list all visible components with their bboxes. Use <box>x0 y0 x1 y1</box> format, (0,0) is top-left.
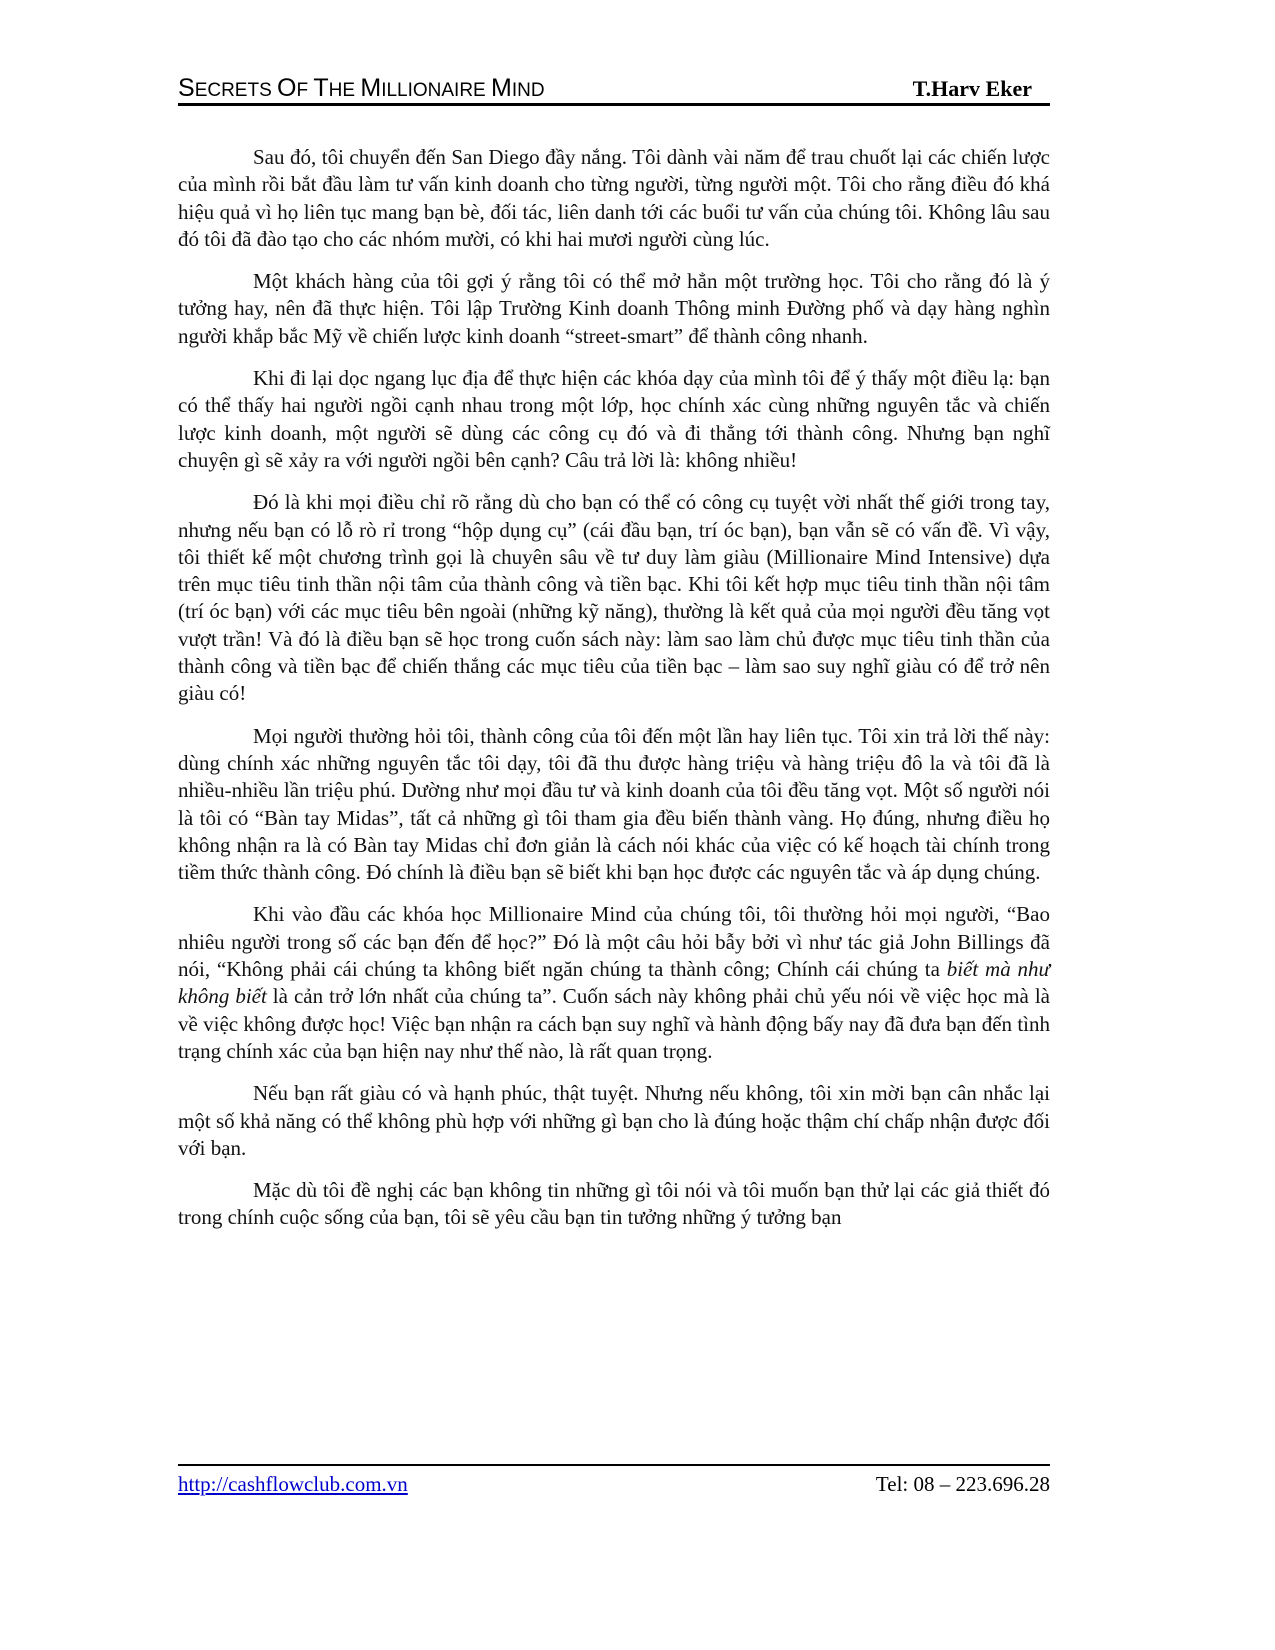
title-part-3: THE <box>313 74 361 102</box>
paragraph: Một khách hàng của tôi gợi ý rằng tôi có thể mở hẳn một trường học. Tôi cho rằng đó là ý tưởng hay, nên đã thực hiện. Tôi lập Trường Kinh doanh Thông minh Đường phố và dạy hàng nghìn người khắp bắc Mỹ về chiến lược kinh doanh “street-smart” để thành công nhanh. <box>178 269 1050 348</box>
paragraph: Sau đó, tôi chuyển đến San Diego đầy nắng. Tôi dành vài năm để trau chuốt lại các chiến lược của mình rồi bắt đầu làm tư vấn kinh doanh cho từng người, từng người một. Tôi cho rằng điều đó khá hiệu quả vì họ liên tục mang bạn bè, đối tác, liên danh tới các buổi tư vấn của chúng tôi. Không lâu sau đó tôi đã đào tạo cho các nhóm mười, có khi hai mươi người cùng lúc. <box>178 145 1050 251</box>
paragraph: Khi đi lại dọc ngang lục địa để thực hiện các khóa dạy của mình tôi để ý thấy một điều lạ: bạn có thể thấy hai người ngồi cạnh nhau trong một lớp, học chính xác cùng những nguyên tắc và chiến lược kinh doanh, một người sẽ dùng các công cụ đó và đi thẳng tới thành công. Nhưng bạn nghĩ chuyện gì sẽ xảy ra với người ngồi bên cạnh? Câu trả lời là: không nhiều! <box>178 366 1050 472</box>
paragraph: Mặc dù tôi đề nghị các bạn không tin những gì tôi nói và tôi muốn bạn thử lại các giả thiết đó trong chính cuộc sống của bạn, tôi sẽ yêu cầu bạn tin tưởng những ý tưởng bạn <box>178 1178 1050 1230</box>
paragraph: Mọi người thường hỏi tôi, thành công của tôi đến một lần hay liên tục. Tôi xin trả lời thế này: dùng chính xác những nguyên tắc tôi dạy, tôi đã thu được hàng triệu và hàng triệu đô la và tôi đã là nhiều-nhiều lần triệu phú. Dường như mọi đầu tư và kinh doanh của tôi đều tăng vọt. Một số người nói là tôi có “Bàn tay Midas”, tất cả những gì tôi tham gia đều biến thành vàng. Họ đúng, nhưng điều họ không nhận ra là có Bàn tay Midas chỉ đơn giản là cách nói khác của việc có kế hoạch tài chính trong tiềm thức thành công. Đó chính là điều bạn sẽ biết khi bạn học được các nguyên tắc và áp dụng chúng. <box>178 723 1050 885</box>
paragraph-text: là cản trở lớn nhất của chúng ta”. Cuốn sách này không phải chủ yếu nói về việc học mà là về việc không được học! Việc bạn nhận ra cách bạn suy nghĩ và hành động bấy nay đã đưa bạn đến tình trạng chính xác của bạn hiện nay như thế nào, là rất quan trọng. <box>178 984 1050 1063</box>
book-title <box>178 74 545 103</box>
page-header <box>178 72 1050 106</box>
author-name: T.Harv Eker <box>912 76 1032 101</box>
phone-number: Tel: 08 – 223.696.28 <box>875 1472 1050 1496</box>
title-part-1: SECRETS <box>178 74 278 102</box>
paragraph: Nếu bạn rất giàu có và hạnh phúc, thật tuyệt. Nhưng nếu không, tôi xin mời bạn cân nhắc lại một số khả năng có thể không phù hợp với những gì bạn cho là đúng hoặc thậm chí chấp nhận được đối với bạn. <box>178 1081 1050 1160</box>
page-footer <box>178 1464 1050 1504</box>
paragraph <box>178 901 1050 1065</box>
paragraph: Đó là khi mọi điều chỉ rõ rằng dù cho bạn có thể có công cụ tuyệt vời nhất thế giới trong tay, nhưng nếu bạn có lỗ rò rỉ trong “hộp dụng cụ” (cái đầu bạn, trí óc bạn), bạn vẫn sẽ có vấn đề. Vì vậy, tôi thiết kế một chương trình gọi là chuyên sâu về tư duy làm giàu (Millionaire Mind Intensive) dựa trên mục tiêu tinh thần nội tâm của thành công và tiền bạc. Khi tôi kết hợp mục tiêu tinh thần nội tâm (trí óc bạn) với các mục tiêu bên ngoài (những kỹ năng), thường là kết quả của mọi người đều tăng vọt vượt trần! Và đó là điều bạn sẽ học trong cuốn sách này: làm sao làm chủ được mục tiêu tinh thần của thành công và tiền bạc để chiến thắng các mục tiêu của tiền bạc – làm sao suy nghĩ giàu có để trở nên giàu có! <box>178 490 1050 706</box>
paragraph-text: Khi vào đầu các khóa học Millionaire Mind của chúng tôi, tôi thường hỏi mọi người, “Bao nhiêu người trong số các bạn đến để học?” Đó là một câu hỏi bẫy bởi vì như tác giả John Billings đã nói, “Không phải cái chúng ta không biết ngăn chúng ta thành công; Chính cái chúng ta <box>178 902 1050 982</box>
italic-phrase: biết mà như không biết <box>178 957 1050 1009</box>
title-part-2: OF <box>277 74 314 102</box>
website-link[interactable]: http://cashflowclub.com.vn <box>178 1472 408 1496</box>
page-body <box>178 144 1050 1247</box>
title-part-5: MIND <box>491 74 545 102</box>
title-part-4: MILLIONAIRE <box>360 74 492 102</box>
